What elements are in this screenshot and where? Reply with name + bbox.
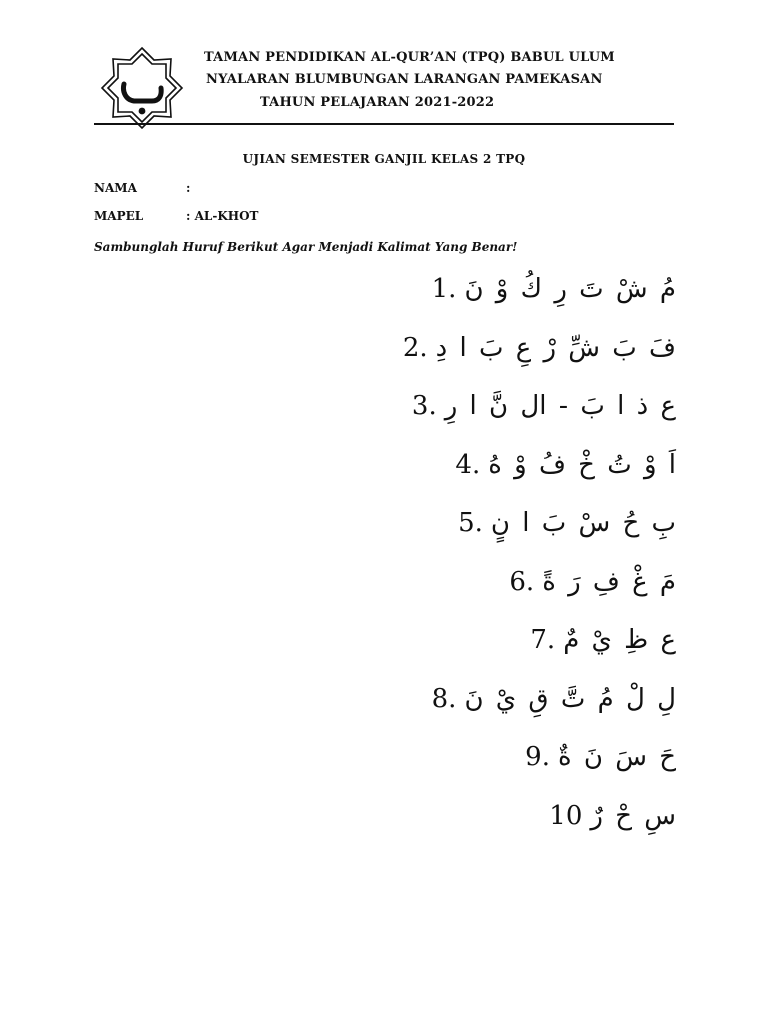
school-name: TAMAN PENDIDIKAN AL-QUR’AN (TPQ) BABUL ULUM [204, 50, 615, 65]
arabic-letters: ع ذ ا بَ - ال نَّ ا رِ [444, 391, 676, 422]
question-number: 8. [431, 683, 457, 714]
subject-label: MAPEL [94, 209, 144, 223]
question-item [256, 670, 676, 729]
question-item [256, 260, 676, 319]
logo-letter-ba [123, 84, 161, 101]
exam-title: UJIAN SEMESTER GANJIL KELAS 2 TPQ [242, 152, 526, 166]
question-number: 3. [411, 391, 437, 422]
question-item [256, 728, 676, 787]
arabic-letters: اَ وْ تُ خْ فُ وْ هُ [488, 449, 676, 480]
academic-year: TAHUN PELAJARAN 2021-2022 [260, 95, 495, 110]
question-number: 5. [458, 508, 483, 539]
instruction-text: Sambunglah Huruf Berikut Agar Menjadi Kalimat Yang Benar! [94, 240, 518, 254]
arabic-letters: فَ بَ شِّ رْ عِ بَ ا دِ [435, 332, 676, 363]
question-item [256, 319, 676, 378]
question-item [256, 377, 676, 436]
school-logo [100, 46, 184, 130]
name-value: : [186, 181, 191, 195]
subject-field [94, 209, 259, 223]
question-number: 9. [525, 742, 550, 773]
question-item [256, 436, 676, 495]
question-item [256, 553, 676, 612]
question-number: 2. [402, 332, 428, 363]
question-item [256, 787, 676, 846]
arabic-letters: ع ظِ يْ مٌ [563, 625, 676, 656]
question-number: 4. [455, 449, 481, 480]
arabic-letters: حَ سَ نَ ةٌ [557, 742, 676, 773]
arabic-letters: بِ حُ سْ بَ ا نٍ [490, 508, 676, 539]
question-number: 6. [509, 566, 535, 597]
arabic-letters: مُ شْ تَ رِ كُ وْ نَ [464, 274, 676, 305]
question-list [256, 260, 676, 845]
school-address: NYALARAN BLUMBUNGAN LARANGAN PAMEKASAN [206, 72, 603, 87]
arabic-letters: سِ حْ رٌ [590, 800, 676, 831]
name-label: NAMA [94, 181, 137, 195]
question-number: 1. [431, 274, 457, 305]
name-field [94, 181, 190, 195]
question-item [256, 494, 676, 553]
header-divider [94, 123, 674, 125]
subject-value: : AL-KHOT [186, 209, 259, 223]
arabic-letters: مَ غْ فِ رَ ةً [542, 566, 676, 597]
question-number: 10 [549, 800, 583, 831]
question-item [256, 611, 676, 670]
question-number: 7. [530, 625, 556, 656]
logo-letter-dot [139, 108, 146, 115]
arabic-letters: لِ لْ مُ تَّ قِ يْ نَ [464, 683, 676, 714]
